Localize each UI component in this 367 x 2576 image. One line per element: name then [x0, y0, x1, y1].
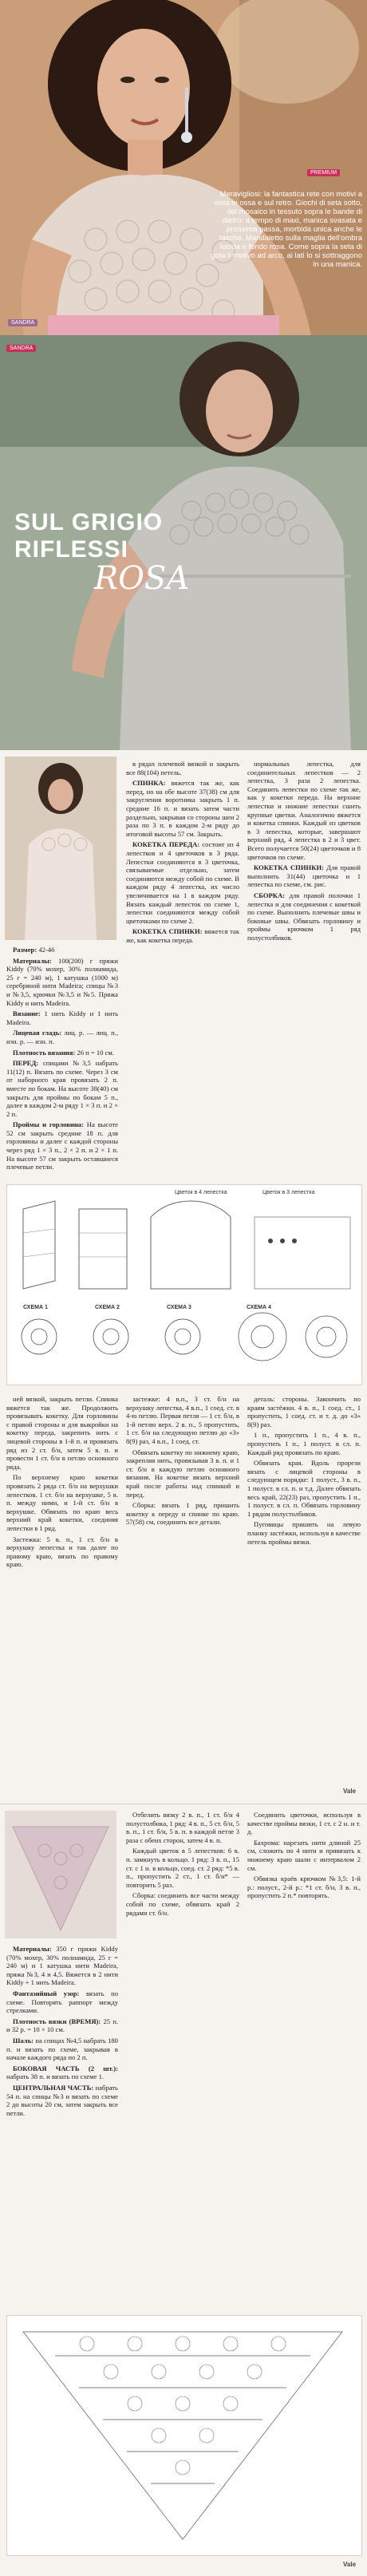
photo-tag-secondary: SANDRA [8, 319, 37, 326]
text-column-9: Соединить цветочки, используя в качестве проймы вязки, 1 ст. с 2 н. и т. д. Бахрома: нарезать нити длиной 25 см, сложить по 4 нити и привязать к нижнему краю шали с интервалом 2 см. Обвязка краёв крючком №3,5: 1-й р.: полуст., 2-й р.: *1 ст. б/н, 3 в. п., пропустить 2 п.* повторять. [247, 1811, 361, 1900]
instructions-page-3 [0, 1804, 367, 2576]
shawl-pattern-chart [6, 2315, 362, 2556]
shawl-thumbnail [5, 1811, 116, 1938]
diagram-section-1 [0, 1181, 367, 1389]
text-column-1: Размер: 42-46 Материалы: 100(200) г пряжи Kiddy (70% мохер, 30% полиамида, 25 г = 240 м), 1 катушка (1000 м) серебряной нити Madeira; спицы №3 и №3,5, крючки №3,5 и №5. Пряжа Kiddy и нить Madeira. Вязание: 1 нить Kiddy и 1 нить Madeira. Лицевая гладь: лиц. р. — лиц. п., изн. р. — изн. п. Плотность вязания: 26 п = 10 см. ПЕРЕД: спицами №3,5 набрать 11(12) п. Вязать по схеме. Через 3 см от наборного края провязать 2 п. вместе по бокам. На высоте 38(40) см закрыть для проймы по бокам 5 п., далее в каждом 2-м ряду 1 × 3 п. и 2 × 2 п. Проймы и горловина: На высоте 52 см закрыть средние 18 п. для горловины и далее с каждой стороны через ряд 1 × 3 п., 2 × 2 п. и 2 × 1 п. На высоте 57 см закрыть оставшиеся плечевые петли. [6, 946, 118, 1171]
text-column-4: ней вязкой, закрыть петли. Спинка вяжется так же. Продолжить провязывать кокетку. Для горловины с правой стороны и для выкройки на кокетку переда, закрепить нить с лицевой стороны в 1-й п. и провязать ряд из 2 ст. б/н, затем 5 в. п. и провести 1 ст. б/н в петлю основного ряда. По верхнему краю кокетки провязать 2 ряда ст. б/н на верхушки лепестков. 1 ст. б/н на верхушке, 5 в. п. между ними, и 1-й ст. б/н в верхушке. Обвязать по краю весь верхний край кокетки, соединяя лепестки в 1 ряд. Застежка: 5 в. п., 1 ст. б/н в верхушку лепестка и так далее по правому краю, вязать по правому краю. [6, 1395, 118, 1569]
photo2-tag: SANDRA [6, 345, 36, 352]
page-footer: Vale [343, 1788, 357, 1795]
legend-flower-3: Цветок в 3 лепестка [262, 1190, 315, 1195]
text-column-2: в рядах плечевой вязкой и закрыть все 88(104) петель. СПИНКА: вяжется так же, как перед, но на обе высоте 37(38) см для закругления воротника закрыть 1 п. средние 16 п. и вязать затем части раздельно, закрывая со стороны шеи 2 раза по 3 п. в каждом 2-м ряду до итоговой высоты 57 см. Закрыть. КОКЕТКА ПЕРЕДА: состоит из 4 лепестков и 4 цветочков в 3 ряда. Лепестки соединяются в 3 цветочка, связываемые отдельно, затем соединяются между собой по схеме. В каждом ряду 4 лепестка, их число увеличивается на 1 в каждом ряду. Вязать каждый лепесток по схеме 1, лепестки соединяются между собой цветочками по схеме 2. КОКЕТКА СПИНКИ: вяжется так же, как кокетка переда. [126, 760, 239, 944]
instructions-page-1 [0, 750, 367, 1181]
text-column-5: застежке: 4 в.п., 3 ст. б/н на верхушку лепестка, 4 в.п., 1 соед. ст. в 4-ю петлю. Первая петля — 1 ст. б/н, в 1-й петлю верх. 2 в. п., 5 пропустить, 1 ст. б/н на следующую петлю до «3» 8(9) раз, 4 в.п., 1 соед. ст. Обвязать кокетку по нижнему краю, закрепляя нить, провязывая 3 в. п. и 1 ст. б/н в каждую петлю основного вязания. На кокетке вязать верхний край после работы над спинкой и перед. Сборка: вязать 1 ряд, пришить кокетку к переду и спинке по краю. 57(58) см, соединить все детали. [126, 1395, 239, 1527]
thumbnail-photo [5, 757, 116, 940]
photo-section-title [0, 335, 367, 750]
model-photo-1 [0, 0, 367, 335]
title-script: ROSA [94, 560, 190, 597]
crochet-chart [7, 2316, 361, 2555]
photo-tag: PREMIUM [307, 169, 340, 176]
text-column-6: деталь: стороны. Закончить по краям застёжки. 4 в. п., 1 соед. ст., 1 пропустить, 1 соед. ст. и т. д. до «3» 8(9) раз. 1 п., пропустить 1 п., 4 в. п., пропустить 1 п., 1 полуст. в сл. п. Каждый ряд провязать по краю. Обвязать края. Вдоль прорези вязать с лицевой стороны в следующем порядке: 1 полуст., 3 в. п., 1 полуст. в сл. п. и т.д. Далее обвязать весь край, 22(23) раз, пропустить 1 п., 1 полуст. в сл. п. Обвязать горловину 1 рядом полустолбиков. Пуговицы пришить на левую планку застёжки, используя в качестве петель проймы вязки. [247, 1395, 361, 1546]
scheme-label-1: СХЕМА 1 [23, 1305, 48, 1310]
page-footer-2: Vale [343, 2561, 357, 2568]
pattern-diagram-1 [6, 1184, 362, 1385]
title-line-2: RIFLESSI [14, 536, 129, 563]
photo-section-top [0, 0, 367, 335]
photo-caption: Meravigliosi: la fantastica rete con motivi a vista in ossa e sul retro. Giochi di seta sotto, del mosaico in tessuto sopra le bande di dietro: a tempo di maxi, manica svasata e prossima passa, morbida unica anche le tasche. Mandaletto sulla maglia dell'ombra lucida e fondo rosa. Come sopra la seta di gola il motivo ad arco, ai lati lo si sottraggono in una manica. [211, 190, 362, 269]
scheme-label-3: СХЕМА 3 [167, 1305, 191, 1310]
text-column-7: Материалы: 350 г пряжи Kiddy (70% мохер, 30% полиамида, 25 г = 240 м) и 1 катушка нити Madeira, пряжа №3, 4 и 4,5. Вяжется в 2 нити Kiddy + 1 нить Madeira. Фантазийный узор: вязать по схеме. Повторять раппорт между стрелками. Плотность вязки (ВРЕМЯ): 25 п. и 32 р. = 10 × 10 см. Шаль: на спицах №4,5 набрать 180 п. и вязать по схеме, закрывая в начале каждого ряда по 2 п. БОКОВАЯ ЧАСТЬ (2 шт.): набрать 38 п. и вязать по схеме 1. ЦЕНТРАЛЬНАЯ ЧАСТЬ: набрать 54 п. на спицы №3 и вязать по схеме 2 до высоты 20 см, затем закрыть все петли. [6, 1945, 118, 2117]
scheme-label-2: СХЕМА 2 [95, 1305, 120, 1310]
text-column-8: Отбелить вязку 2 в. п., 1 ст. б/н 4 полустолбика, 1 ряд: 4 в. п., 5 ст. б/н, 5 в. п., 1 ст. б/н, 5 в. п. в каждой петле 3 раза с обеих сторон, затем 4 в. п. Каждый цветок в 5 лепестков: 6 в. п. замкнуть в кольцо. 1 ряд: 3 в. п., 15 ст. с 1 н. в кольцо, соед. ст. 2 ряд: *5 в. п., пропустить 2 ст., 1 ст. б/н* — повторить 5 раз. Сборка: соединить все части между собой по схеме, обвязать край 2 рядами ст. б/н. [126, 1811, 239, 1917]
title-line-1: SUL GRIGIO [14, 509, 164, 535]
scheme-label-4: СХЕМА 4 [247, 1305, 271, 1310]
pattern-schematic [7, 1185, 361, 1385]
instructions-page-2 [0, 1389, 367, 1804]
text-column-3: нормальных лепестка, для соединительных лепестков — 2 лепестка, 3 раза 2 лепестка. Соединить лепестки по схеме так же, как у кокетки переда. На верхние лепестки и нижние лепестки сшить крупные цветки. Аналогично вяжется и кокетка спинки. Каждый из цветков в 3 лепестка, которые, завершают верхний ряд, 4 лепестка в 2 и 3 цвет. Всего получается 50(24) цветочков и 8 цветочков по схеме. КОКЕТКА СПИНКИ: Для правой выполнить 31(44) цветочка и 1 лепестка по схеме, см. рис. СБОРКА: для правой полочки 1 лепестка и для соединения с кокеткой по схеме. Выполнить плечевые швы и боковые швы. Обвязать горловину и проймы крючком 1 ряд полустолбиков. [247, 760, 361, 942]
legend-flower-4: Цветок в 4 лепестка [175, 1190, 227, 1195]
